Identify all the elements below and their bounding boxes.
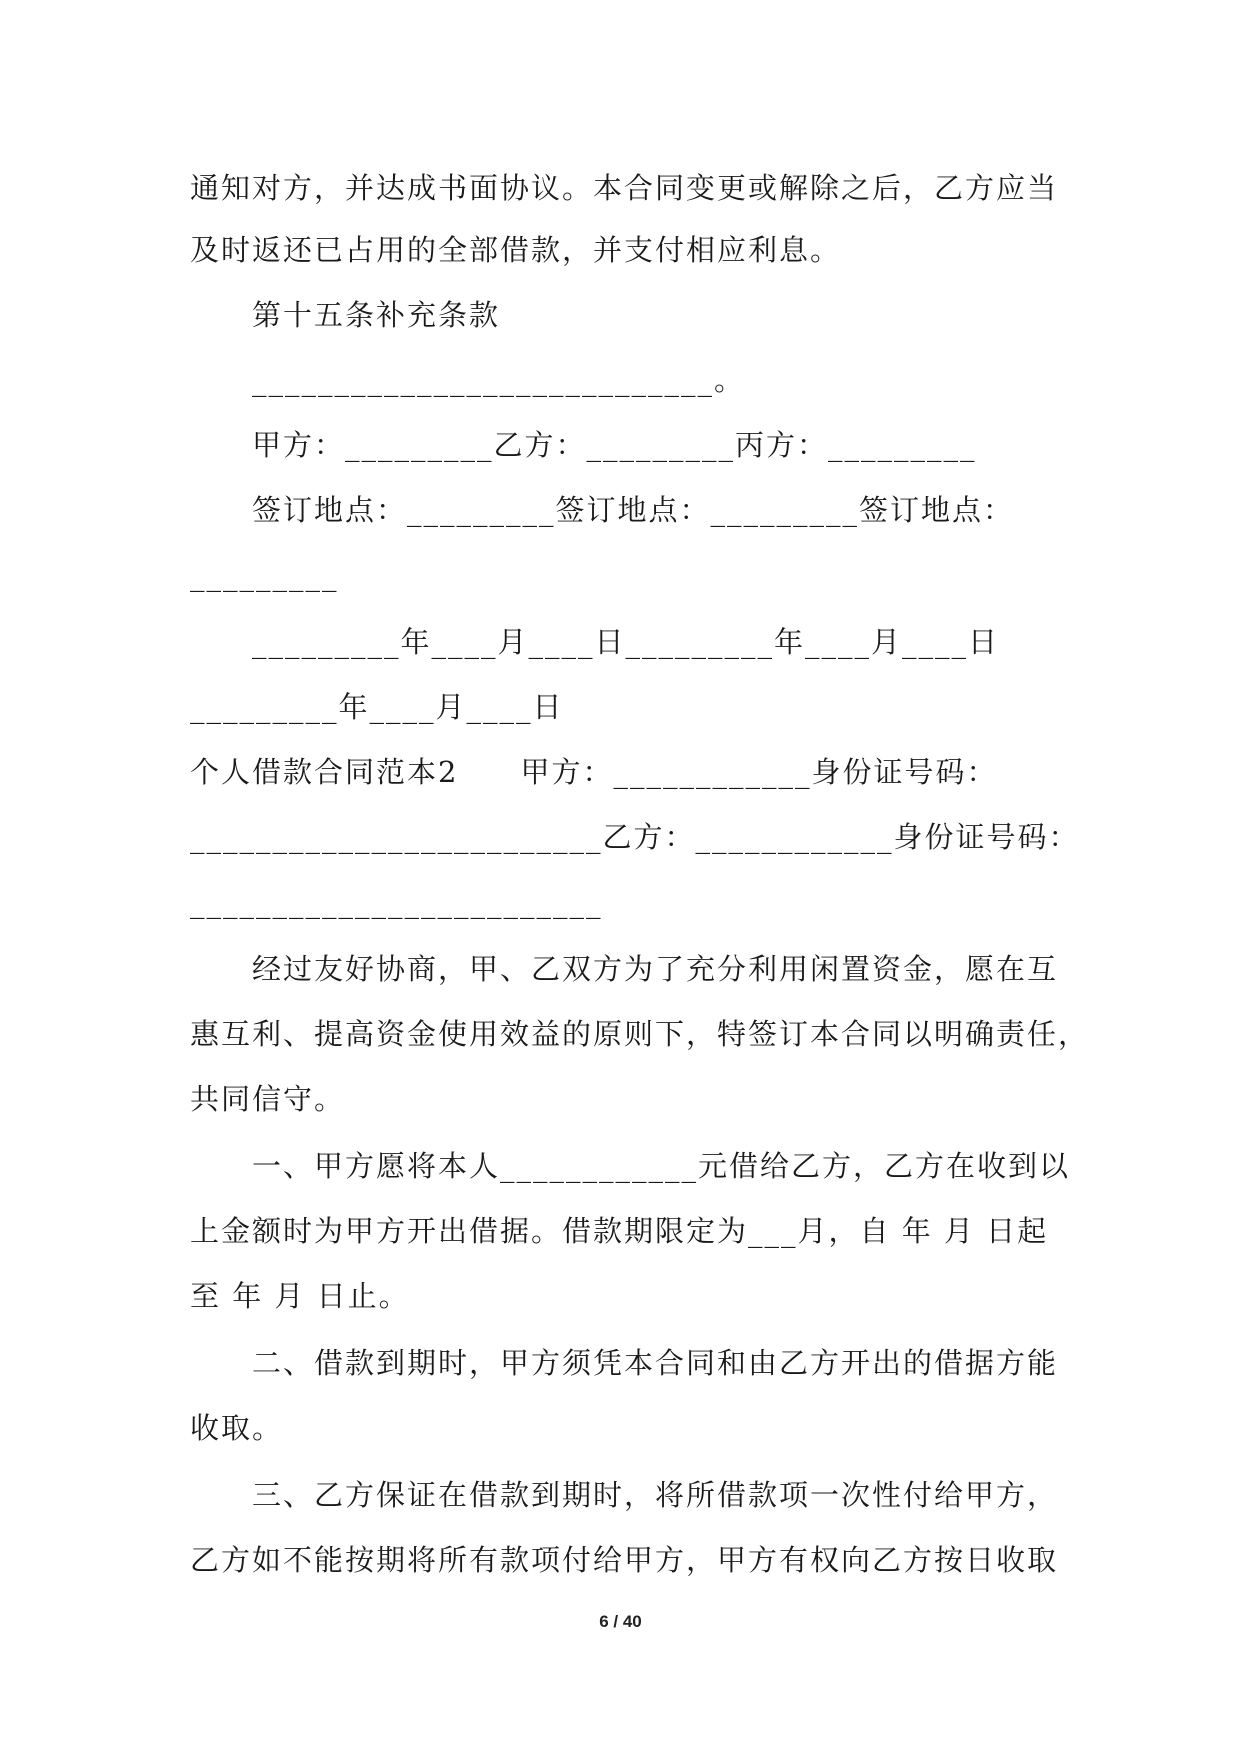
party-b-line: _________________________乙方：____________身份证号码： (190, 820, 1080, 854)
date-line: _________年____月____日_________年____月____日 (252, 625, 1000, 659)
paragraph-line: 惠互利、提高资金使用效益的原则下，特签订本合同以明确责任， (190, 1017, 1090, 1051)
paragraph-line: 共同信守。 (190, 1082, 346, 1116)
contract-title-line: 个人借款合同范本2 甲方：____________身份证号码： (190, 755, 998, 789)
clause-1-line: 至 年 月 日止。 (190, 1279, 410, 1313)
signing-place-line: 签订地点：_________签订地点：_________签订地点： (252, 493, 1015, 527)
paragraph-line: 通知对方，并达成书面协议。本合同变更或解除之后，乙方应当 (190, 171, 1059, 205)
id-blank-line: _________________________ (190, 885, 603, 919)
article-heading: 第十五条补充条款 (252, 298, 501, 332)
date-line: _________年____月____日 (190, 690, 564, 724)
clause-3-line: 乙方如不能按期将所有款项付给甲方，甲方有权向乙方按日收取 (190, 1543, 1059, 1577)
clause-1-line: 上金额时为甲方开出借据。借款期限定为___月，自 年 月 日起 (190, 1214, 1049, 1248)
signature-parties: 甲方：_________乙方：_________丙方：_________ (252, 428, 977, 462)
clause-3-line: 三、乙方保证在借款到期时，将所借款项一次性付给甲方， (252, 1478, 1059, 1512)
clause-2-line: 收取。 (190, 1411, 284, 1445)
blank-line: ____________________________。 (252, 363, 746, 397)
page-number: 6 / 40 (599, 1612, 642, 1631)
paragraph-line: 经过友好协商，甲、乙双方为了充分利用闲置资金，愿在互 (252, 952, 1059, 986)
clause-1-line: 一、甲方愿将本人____________元借给乙方，乙方在收到以 (252, 1149, 1071, 1183)
signing-place-blank: _________ (190, 558, 339, 592)
paragraph-line: 及时返还已占用的全部借款，并支付相应利息。 (190, 233, 842, 267)
clause-2-line: 二、借款到期时，甲方须凭本合同和由乙方开出的借据方能 (252, 1346, 1059, 1380)
